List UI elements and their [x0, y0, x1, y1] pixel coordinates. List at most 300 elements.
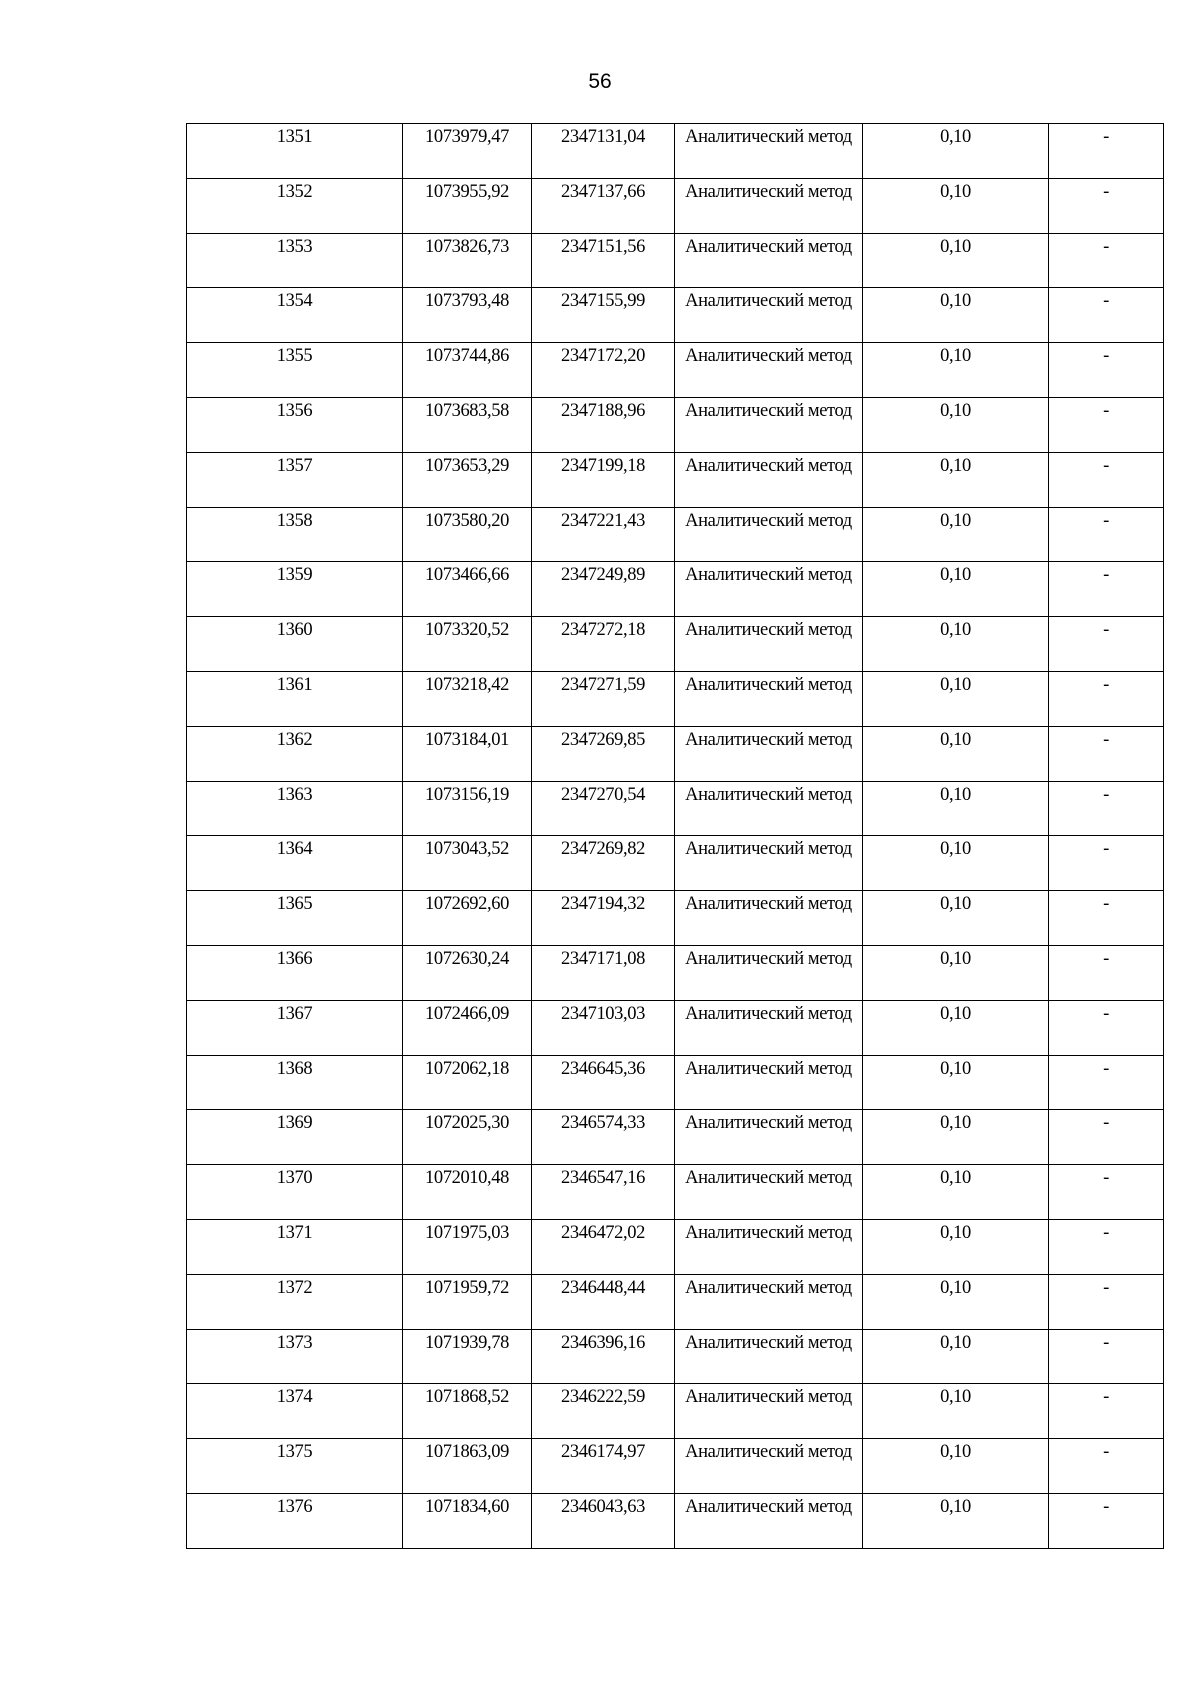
method-cell-text: Аналитический метод	[685, 1496, 852, 1517]
accuracy-cell	[863, 1439, 1049, 1494]
y-coordinate-cell-text: 2347269,82	[561, 839, 645, 860]
accuracy-cell-text: 0,10	[940, 1442, 971, 1463]
y-coordinate-cell	[532, 452, 675, 507]
page-number: 56	[588, 70, 612, 93]
point-number-cell	[187, 288, 403, 343]
y-coordinate-cell	[532, 233, 675, 288]
method-cell	[675, 233, 863, 288]
table-row	[187, 726, 1164, 781]
y-coordinate-cell	[532, 562, 675, 617]
point-number-cell	[187, 124, 403, 179]
note-cell-text: -	[1103, 291, 1109, 312]
table-row	[187, 562, 1164, 617]
note-cell	[1049, 1493, 1164, 1548]
x-coordinate-cell-text: 1073218,42	[425, 674, 509, 695]
x-coordinate-cell	[403, 671, 532, 726]
point-number-cell-text: 1373	[276, 1332, 313, 1353]
x-coordinate-cell	[403, 288, 532, 343]
point-number-cell	[187, 1384, 403, 1439]
y-coordinate-cell-text: 2347188,96	[561, 400, 645, 421]
method-cell-text: Аналитический метод	[685, 1442, 852, 1463]
note-cell	[1049, 124, 1164, 179]
x-coordinate-cell-text: 1071959,72	[425, 1277, 509, 1298]
point-number-cell-text: 1351	[276, 127, 313, 147]
note-cell-text: -	[1103, 1003, 1109, 1024]
accuracy-cell	[863, 507, 1049, 562]
table-row	[187, 891, 1164, 946]
accuracy-cell	[863, 397, 1049, 452]
y-coordinate-cell-text: 2347171,08	[561, 948, 645, 969]
point-number-cell	[187, 945, 403, 1000]
y-coordinate-cell-text: 2347221,43	[561, 510, 645, 531]
note-cell	[1049, 1219, 1164, 1274]
point-number-cell-text: 1358	[276, 510, 313, 531]
accuracy-cell-text: 0,10	[940, 1387, 971, 1408]
method-cell	[675, 617, 863, 672]
x-coordinate-cell	[403, 1165, 532, 1220]
note-cell	[1049, 233, 1164, 288]
point-number-cell	[187, 617, 403, 672]
note-cell-text: -	[1103, 1387, 1109, 1408]
x-coordinate-cell-text: 1073955,92	[425, 181, 509, 202]
accuracy-cell	[863, 1000, 1049, 1055]
point-number-cell	[187, 1329, 403, 1384]
accuracy-cell-text: 0,10	[940, 1332, 971, 1353]
method-cell	[675, 124, 863, 179]
y-coordinate-cell	[532, 617, 675, 672]
y-coordinate-cell-text: 2347137,66	[561, 181, 645, 202]
y-coordinate-cell	[532, 1110, 675, 1165]
table-row	[187, 452, 1164, 507]
point-number-cell	[187, 1439, 403, 1494]
x-coordinate-cell	[403, 397, 532, 452]
note-cell-text: -	[1103, 729, 1109, 750]
x-coordinate-cell	[403, 1493, 532, 1548]
accuracy-cell	[863, 1055, 1049, 1110]
x-coordinate-cell-text: 1073653,29	[425, 455, 509, 476]
y-coordinate-cell	[532, 1219, 675, 1274]
method-cell-text: Аналитический метод	[685, 1277, 852, 1298]
method-cell	[675, 343, 863, 398]
accuracy-cell	[863, 343, 1049, 398]
y-coordinate-cell	[532, 124, 675, 179]
y-coordinate-cell	[532, 1384, 675, 1439]
x-coordinate-cell-text: 1073320,52	[425, 620, 509, 641]
point-number-cell	[187, 781, 403, 836]
accuracy-cell-text: 0,10	[940, 1168, 971, 1189]
point-number-cell	[187, 397, 403, 452]
method-cell	[675, 452, 863, 507]
method-cell-text: Аналитический метод	[685, 784, 852, 805]
x-coordinate-cell	[403, 452, 532, 507]
method-cell	[675, 1384, 863, 1439]
point-number-cell-text: 1366	[276, 948, 313, 969]
x-coordinate-cell-text: 1073156,19	[425, 784, 509, 805]
x-coordinate-cell	[403, 1329, 532, 1384]
y-coordinate-cell-text: 2346222,59	[561, 1387, 645, 1408]
accuracy-cell-text: 0,10	[940, 784, 971, 805]
x-coordinate-cell	[403, 562, 532, 617]
point-number-cell-text: 1362	[276, 729, 313, 750]
note-cell-text: -	[1103, 127, 1109, 147]
x-coordinate-cell-text: 1073580,20	[425, 510, 509, 531]
accuracy-cell-text: 0,10	[940, 565, 971, 586]
method-cell-text: Аналитический метод	[685, 729, 852, 750]
note-cell-text: -	[1103, 1496, 1109, 1517]
accuracy-cell	[863, 1165, 1049, 1220]
note-cell	[1049, 1439, 1164, 1494]
point-number-cell	[187, 1493, 403, 1548]
y-coordinate-cell-text: 2346174,97	[561, 1442, 645, 1463]
y-coordinate-cell	[532, 288, 675, 343]
method-cell-text: Аналитический метод	[685, 510, 852, 531]
method-cell-text: Аналитический метод	[685, 181, 852, 202]
point-number-cell-text: 1365	[276, 894, 313, 915]
accuracy-cell-text: 0,10	[940, 346, 971, 367]
y-coordinate-cell-text: 2347271,59	[561, 674, 645, 695]
point-number-cell-text: 1375	[276, 1442, 313, 1463]
accuracy-cell	[863, 1384, 1049, 1439]
x-coordinate-cell-text: 1073043,52	[425, 839, 509, 860]
y-coordinate-cell-text: 2347103,03	[561, 1003, 645, 1024]
point-number-cell-text: 1355	[276, 346, 313, 367]
accuracy-cell-text: 0,10	[940, 400, 971, 421]
method-cell-text: Аналитический метод	[685, 620, 852, 641]
method-cell-text: Аналитический метод	[685, 291, 852, 312]
accuracy-cell-text: 0,10	[940, 1222, 971, 1243]
x-coordinate-cell	[403, 1274, 532, 1329]
accuracy-cell	[863, 1219, 1049, 1274]
method-cell	[675, 1274, 863, 1329]
accuracy-cell-text: 0,10	[940, 510, 971, 531]
note-cell-text: -	[1103, 236, 1109, 257]
method-cell	[675, 288, 863, 343]
accuracy-cell	[863, 562, 1049, 617]
accuracy-cell	[863, 836, 1049, 891]
method-cell-text: Аналитический метод	[685, 400, 852, 421]
x-coordinate-cell	[403, 1384, 532, 1439]
accuracy-cell-text: 0,10	[940, 894, 971, 915]
accuracy-cell-text: 0,10	[940, 455, 971, 476]
point-number-cell	[187, 671, 403, 726]
table-row	[187, 1384, 1164, 1439]
accuracy-cell	[863, 617, 1049, 672]
method-cell	[675, 178, 863, 233]
point-number-cell	[187, 1055, 403, 1110]
note-cell-text: -	[1103, 620, 1109, 641]
point-number-cell-text: 1370	[276, 1168, 313, 1189]
accuracy-cell	[863, 178, 1049, 233]
table-row	[187, 343, 1164, 398]
method-cell	[675, 726, 863, 781]
accuracy-cell	[863, 452, 1049, 507]
note-cell	[1049, 507, 1164, 562]
point-number-cell	[187, 891, 403, 946]
accuracy-cell-text: 0,10	[940, 674, 971, 695]
y-coordinate-cell-text: 2347269,85	[561, 729, 645, 750]
table-row	[187, 1439, 1164, 1494]
method-cell	[675, 507, 863, 562]
note-cell-text: -	[1103, 674, 1109, 695]
y-coordinate-cell-text: 2346645,36	[561, 1058, 645, 1079]
accuracy-cell-text: 0,10	[940, 839, 971, 860]
coordinates-table	[186, 123, 1164, 1549]
y-coordinate-cell	[532, 945, 675, 1000]
method-cell-text: Аналитический метод	[685, 127, 852, 147]
point-number-cell-text: 1372	[276, 1277, 313, 1298]
note-cell-text: -	[1103, 1222, 1109, 1243]
x-coordinate-cell	[403, 1000, 532, 1055]
note-cell-text: -	[1103, 181, 1109, 202]
method-cell	[675, 1493, 863, 1548]
note-cell-text: -	[1103, 1442, 1109, 1463]
method-cell	[675, 945, 863, 1000]
y-coordinate-cell	[532, 891, 675, 946]
accuracy-cell-text: 0,10	[940, 620, 971, 641]
note-cell-text: -	[1103, 455, 1109, 476]
table-row	[187, 1165, 1164, 1220]
y-coordinate-cell-text: 2346043,63	[561, 1496, 645, 1517]
note-cell-text: -	[1103, 948, 1109, 969]
note-cell	[1049, 1000, 1164, 1055]
note-cell	[1049, 945, 1164, 1000]
y-coordinate-cell	[532, 397, 675, 452]
y-coordinate-cell	[532, 1055, 675, 1110]
point-number-cell	[187, 233, 403, 288]
y-coordinate-cell	[532, 836, 675, 891]
y-coordinate-cell-text: 2347270,54	[561, 784, 645, 805]
table-row	[187, 1055, 1164, 1110]
y-coordinate-cell-text: 2347131,04	[561, 127, 645, 147]
note-cell-text: -	[1103, 400, 1109, 421]
note-cell-text: -	[1103, 1058, 1109, 1079]
note-cell	[1049, 726, 1164, 781]
y-coordinate-cell-text: 2346574,33	[561, 1113, 645, 1134]
point-number-cell	[187, 1110, 403, 1165]
accuracy-cell	[863, 124, 1049, 179]
note-cell-text: -	[1103, 839, 1109, 860]
x-coordinate-cell	[403, 1055, 532, 1110]
x-coordinate-cell-text: 1073184,01	[425, 729, 509, 750]
x-coordinate-cell-text: 1073683,58	[425, 400, 509, 421]
x-coordinate-cell-text: 1073744,86	[425, 346, 509, 367]
table-row	[187, 397, 1164, 452]
y-coordinate-cell-text: 2347249,89	[561, 565, 645, 586]
table-row	[187, 124, 1164, 179]
x-coordinate-cell-text: 1072692,60	[425, 894, 509, 915]
accuracy-cell-text: 0,10	[940, 1003, 971, 1024]
y-coordinate-cell-text: 2346396,16	[561, 1332, 645, 1353]
x-coordinate-cell	[403, 836, 532, 891]
y-coordinate-cell-text: 2347194,32	[561, 894, 645, 915]
point-number-cell	[187, 1165, 403, 1220]
method-cell	[675, 1110, 863, 1165]
point-number-cell-text: 1368	[276, 1058, 313, 1079]
note-cell	[1049, 891, 1164, 946]
accuracy-cell-text: 0,10	[940, 1277, 971, 1298]
x-coordinate-cell-text: 1071834,60	[425, 1496, 509, 1517]
table-row	[187, 1000, 1164, 1055]
accuracy-cell	[863, 726, 1049, 781]
accuracy-cell-text: 0,10	[940, 181, 971, 202]
note-cell	[1049, 343, 1164, 398]
x-coordinate-cell-text: 1071939,78	[425, 1332, 509, 1353]
method-cell	[675, 1329, 863, 1384]
point-number-cell	[187, 726, 403, 781]
x-coordinate-cell-text: 1072025,30	[425, 1113, 509, 1134]
point-number-cell-text: 1356	[276, 400, 313, 421]
y-coordinate-cell	[532, 1165, 675, 1220]
point-number-cell	[187, 452, 403, 507]
x-coordinate-cell-text: 1073793,48	[425, 291, 509, 312]
method-cell-text: Аналитический метод	[685, 1332, 852, 1353]
table-row	[187, 1493, 1164, 1548]
method-cell-text: Аналитический метод	[685, 565, 852, 586]
method-cell-text: Аналитический метод	[685, 346, 852, 367]
x-coordinate-cell	[403, 945, 532, 1000]
note-cell	[1049, 1274, 1164, 1329]
x-coordinate-cell-text: 1072466,09	[425, 1003, 509, 1024]
note-cell-text: -	[1103, 1113, 1109, 1134]
table-row	[187, 945, 1164, 1000]
note-cell	[1049, 1384, 1164, 1439]
point-number-cell-text: 1359	[276, 565, 313, 586]
x-coordinate-cell	[403, 1219, 532, 1274]
x-coordinate-cell	[403, 781, 532, 836]
accuracy-cell	[863, 671, 1049, 726]
note-cell-text: -	[1103, 1332, 1109, 1353]
note-cell	[1049, 288, 1164, 343]
x-coordinate-cell	[403, 891, 532, 946]
method-cell-text: Аналитический метод	[685, 1387, 852, 1408]
note-cell-text: -	[1103, 510, 1109, 531]
y-coordinate-cell-text: 2346472,02	[561, 1222, 645, 1243]
point-number-cell-text: 1357	[276, 455, 313, 476]
x-coordinate-cell-text: 1071975,03	[425, 1222, 509, 1243]
note-cell-text: -	[1103, 1277, 1109, 1298]
table-row	[187, 233, 1164, 288]
y-coordinate-cell	[532, 781, 675, 836]
y-coordinate-cell-text: 2347172,20	[561, 346, 645, 367]
x-coordinate-cell-text: 1073979,47	[425, 127, 509, 147]
y-coordinate-cell-text: 2347151,56	[561, 236, 645, 257]
y-coordinate-cell-text: 2347155,99	[561, 291, 645, 312]
x-coordinate-cell-text: 1073466,66	[425, 565, 509, 586]
point-number-cell-text: 1367	[276, 1003, 313, 1024]
x-coordinate-cell	[403, 726, 532, 781]
y-coordinate-cell	[532, 178, 675, 233]
y-coordinate-cell	[532, 671, 675, 726]
method-cell-text: Аналитический метод	[685, 236, 852, 257]
x-coordinate-cell-text: 1073826,73	[425, 236, 509, 257]
x-coordinate-cell	[403, 1110, 532, 1165]
method-cell	[675, 1000, 863, 1055]
table-row	[187, 781, 1164, 836]
note-cell	[1049, 781, 1164, 836]
point-number-cell-text: 1376	[276, 1496, 313, 1517]
table-row	[187, 836, 1164, 891]
x-coordinate-cell	[403, 617, 532, 672]
point-number-cell-text: 1363	[276, 784, 313, 805]
method-cell-text: Аналитический метод	[685, 839, 852, 860]
y-coordinate-cell	[532, 1000, 675, 1055]
point-number-cell-text: 1364	[276, 839, 313, 860]
note-cell-text: -	[1103, 1168, 1109, 1189]
point-number-cell-text: 1354	[276, 291, 313, 312]
method-cell-text: Аналитический метод	[685, 1222, 852, 1243]
point-number-cell-text: 1352	[276, 181, 313, 202]
x-coordinate-cell-text: 1071868,52	[425, 1387, 509, 1408]
x-coordinate-cell	[403, 1439, 532, 1494]
y-coordinate-cell	[532, 726, 675, 781]
accuracy-cell	[863, 1110, 1049, 1165]
note-cell	[1049, 178, 1164, 233]
method-cell	[675, 671, 863, 726]
method-cell-text: Аналитический метод	[685, 948, 852, 969]
y-coordinate-cell-text: 2347199,18	[561, 455, 645, 476]
table-row	[187, 671, 1164, 726]
x-coordinate-cell-text: 1072062,18	[425, 1058, 509, 1079]
accuracy-cell-text: 0,10	[940, 291, 971, 312]
point-number-cell	[187, 343, 403, 398]
accuracy-cell	[863, 233, 1049, 288]
note-cell	[1049, 397, 1164, 452]
note-cell-text: -	[1103, 565, 1109, 586]
note-cell	[1049, 452, 1164, 507]
y-coordinate-cell-text: 2346448,44	[561, 1277, 645, 1298]
method-cell	[675, 836, 863, 891]
accuracy-cell	[863, 945, 1049, 1000]
table-row	[187, 288, 1164, 343]
accuracy-cell-text: 0,10	[940, 236, 971, 257]
method-cell-text: Аналитический метод	[685, 894, 852, 915]
table-body	[187, 124, 1164, 1549]
y-coordinate-cell	[532, 1493, 675, 1548]
note-cell	[1049, 836, 1164, 891]
note-cell	[1049, 1165, 1164, 1220]
point-number-cell	[187, 1000, 403, 1055]
accuracy-cell-text: 0,10	[940, 948, 971, 969]
y-coordinate-cell	[532, 1329, 675, 1384]
method-cell-text: Аналитический метод	[685, 1003, 852, 1024]
note-cell-text: -	[1103, 894, 1109, 915]
table-row	[187, 1219, 1164, 1274]
accuracy-cell-text: 0,10	[940, 729, 971, 750]
point-number-cell	[187, 178, 403, 233]
table-row	[187, 1274, 1164, 1329]
accuracy-cell	[863, 1329, 1049, 1384]
method-cell-text: Аналитический метод	[685, 1113, 852, 1134]
y-coordinate-cell	[532, 507, 675, 562]
accuracy-cell	[863, 781, 1049, 836]
point-number-cell	[187, 1274, 403, 1329]
note-cell	[1049, 1110, 1164, 1165]
point-number-cell-text: 1371	[276, 1222, 313, 1243]
point-number-cell	[187, 507, 403, 562]
x-coordinate-cell-text: 1071863,09	[425, 1442, 509, 1463]
accuracy-cell-text: 0,10	[940, 127, 971, 147]
accuracy-cell	[863, 288, 1049, 343]
method-cell-text: Аналитический метод	[685, 674, 852, 695]
table-row	[187, 1110, 1164, 1165]
table-row	[187, 1329, 1164, 1384]
y-coordinate-cell-text: 2346547,16	[561, 1168, 645, 1189]
point-number-cell-text: 1353	[276, 236, 313, 257]
method-cell	[675, 1439, 863, 1494]
point-number-cell-text: 1369	[276, 1113, 313, 1134]
method-cell	[675, 397, 863, 452]
accuracy-cell	[863, 1274, 1049, 1329]
